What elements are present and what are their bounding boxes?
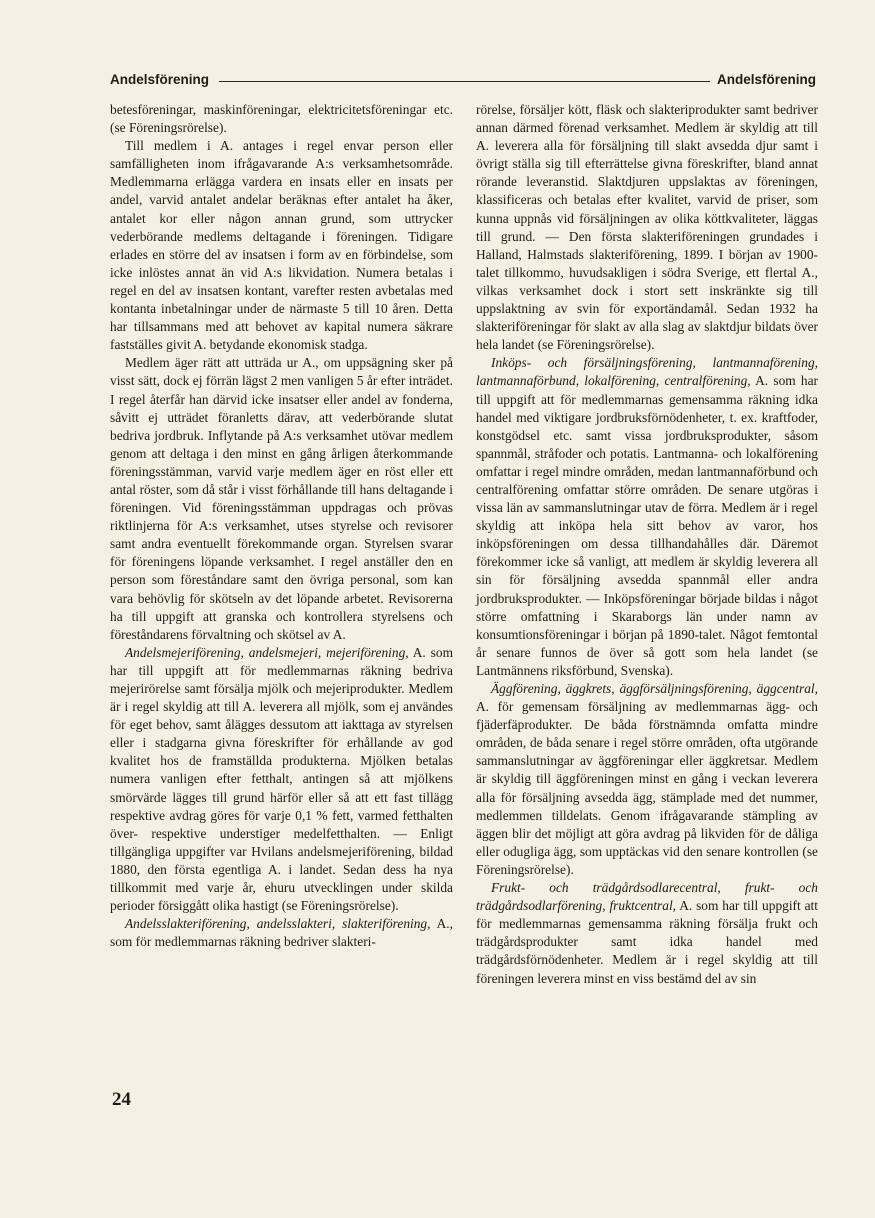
paragraph xyxy=(110,354,453,644)
paragraph-text: A. som har till uppgift att för medlemmarnas gemensamma räkning idka handel med viktigare jordbruksförnödenheter, t. ex. kraftfoder, konstgödsel etc. samt vissa jordbruksprodukter, såsom spannmål, stråfoder och potatis. Lantmanna- och lokalförening omfattar i regel mindre områden, medan lantmannaförbund och centralförening omfattar större områden. De senare utgöras i vissa län av sammanslutningar utav de förra. Medlem är i regel skyldig att inköpa hela sitt behov av varor, hos inköpsföreningen om dessa tillhandahålles där. Däremot förekommer icke så vanligt, att medlem är skyldig leverera all sin för försäljning avsedda spannmål eller andra jordbruksprodukter. — Inköpsföreningar började bildas i något större omfattning i Skaraborgs län under namn av konsumtionsföreningar i början på 1890-talet. Något femtontal år senare funnos de över så gott som hela landet (se Lantmännens riksförbund, Svenska). xyxy=(476,373,818,678)
running-head-right: Andelsförening xyxy=(716,72,816,87)
page-number: 24 xyxy=(112,1089,131,1110)
left-column xyxy=(110,101,453,951)
paragraph-text: A. som har till uppgift att för medlemmarnas gemensamma räkning försälja frukt och trädgårdsprodukter samt idka handel med trädgårdsförnödenheter. Medlem är i regel skyldig att till föreningen leverera minst en viss bestämd del av sin xyxy=(476,898,819,986)
entry-term: Andelsmejeriförening, andelsmejeri, mejeriförening, xyxy=(125,644,409,660)
header-rule-left xyxy=(219,81,472,82)
right-column xyxy=(476,101,818,988)
entry-term: Frukt- och trädgårdsodlarecentral, frukt- och trädgårdsodlarförening, fruktcentral, xyxy=(476,880,818,914)
paragraph-text: rörelse, försäljer kött, fläsk och slakteriprodukter samt bedriver annan därmed förenad verksamhet. Medlem är skyldig att till A. leverera alla för försäljning till slakt avsedda djur samt i övrigt ställa sig till efterrättelse givna föreskrifter, bland annat rörande leveranstid. Slaktdjuren uppslaktas av föreningen, klassificeras och betalas efter kvalitet, varvid de priser, som kunna uppnås vid försäljningen av olika köttkvaliteter, läggas till grund. — Den första slakteriföreningen grundades i Halland, Halmstads slakteriförening, 1899. I början av 1900-talet tillkommo, huvudsakligen i södra Sverige, ett flertal A., vilkas verksamhet dock i stort sett inskränkte sig till uppslaktning av svin för exportändamål. Sedan 1932 ha slakteriföreningar för slakt av alla slag av slaktdjur bildats över hela landet (se Föreningsrörelse). xyxy=(476,102,818,353)
entry-term: Äggförening, äggkrets, äggförsäljningsförening, äggcentral, xyxy=(491,681,818,696)
paragraph xyxy=(110,101,453,137)
paragraph xyxy=(476,354,818,680)
paragraph xyxy=(476,879,818,988)
paragraph xyxy=(476,101,818,354)
entry-term: Inköps- och försäljningsförening, lantmannaförening, lantmannaförbund, lokalförening, centralförening, xyxy=(476,355,818,389)
paragraph xyxy=(110,915,453,951)
paragraph-text: Till medlem i A. antages i regel envar person eller samfälligheten inom ifrågavarande A:s verksamhetsområde. Medlemmarna erlägga vardera en insats eller en insats per andel, varvid antalet andelar beräknas efter antalet ha åker, antalet kor eller någon annan grund, som uttrycker vederbörande medlems deltagande i föreningen. Tidigare erlades en större del av insatsen i form av en förbindelse, som icke inlöstes annat än vid A:s likvidation. Numera betalas i regel en del av insatsen kontant, varefter resten avbetalas med kontanta inbetalningar under de närmaste 5 till 10 åren. Detta har tillsammans med att behovet av kapital numera säkrare fastställes givit A. betydande ekonomisk stadga. xyxy=(110,138,453,353)
running-head-left: Andelsförening xyxy=(110,72,210,87)
paragraph-text: betesföreningar, maskinföreningar, elektricitetsföreningar etc. (se Föreningsrörelse). xyxy=(110,102,453,136)
entry-term: Andelsslakteriförening, andelsslakteri, slakteriförening, xyxy=(125,916,431,932)
paragraph xyxy=(476,680,818,879)
paragraph-text: Medlem äger rätt att utträda ur A., om uppsägning sker på visst sätt, dock ej förrän lägst 2 men vanligen 5 år efter inträdet. I regel återfår han därvid icke insatser eller andel av fonderna, såvitt ej utträdet föranletts därav, att vederbörande slutat bedriva jordbruk. Inflytande på A:s verksamhet utövar medlem genom att deltaga i den minst en gång årligen återkommande föreningsstämman, varvid varje medlem äger en röst eller ett antal röster, som då står i visst förhållande till hans deltagande i föreningen. Vid föreningsstämman uppdragas och prövas riktlinjerna för A:s verksamhet, utses styrelse och revisorer samt andra eventuellt förekommande organ. Styrelsen svarar för föreningens löpande verksamhet. I regel anställer den en person som föreståndare samt den övriga personal, som kan vara behövlig för skötseln av det löpande arbetet. Revisorerna ha till uppgift att granska och kontrollera styrelsens och föreståndarens förvaltning och skötsel av A. xyxy=(110,355,453,642)
paragraph-text: A., som för medlemmarnas räkning bedriver slakteri- xyxy=(110,916,454,950)
paragraph-text: A. som har till uppgift att för medlemmarnas räkning bedriva mejerirörelse samt försälja mjölk och mejeriprodukter. Medlem är i regel skyldig att till A. leverera all mjölk, som ej användes för eget behov, samt ålägges dessutom att iakttaga av styrelsen eller i stadgarna givna föreskrifter för erhållande av god kvalitet hos de framställda produkterna. Mjölken betalas numera vanligen efter fetthalt, antingen så att mjölkens smörvärde lägges till grund härför eller så att ett fast tillägg respektive avdrag göres för varje 0,1 % fett, varmed fetthalten över- respektive understiger medelfetthalten. — Enligt tillgängliga uppgifter var Hvilans andelsmejeriförening, bildad 1880, den första egentliga A. i landet. Sedan dess ha nya tillkommit med varje år, ehuru utvecklingen under skilda perioder försiggått olika hastigt (se Föreningsrörelse). xyxy=(110,644,453,914)
paragraph xyxy=(110,644,453,915)
paragraph xyxy=(110,137,453,354)
paragraph-text: A. för gemensam försäljning av medlemmarnas ägg- och fjäderfäprodukter. De båda förstnämnda omfatta mindre områden, de båda senare i regel större områden, ofta utgörande sammanslutningar av äggföreningar eller äggkretsar. Medlem är skyldig till äggföreningen minst en gång i veckan leverera alla för försäljning avsedda ägg, stämplade med det nummer, medlemmen tilldelats. Genom ifrågavarande stämpling av äggen blir det möjligt att göra avdrag på likviden för de dåliga eller odugliga ägg, som upptäckas vid den senare kontrollen (se Föreningsrörelse). xyxy=(476,699,818,877)
